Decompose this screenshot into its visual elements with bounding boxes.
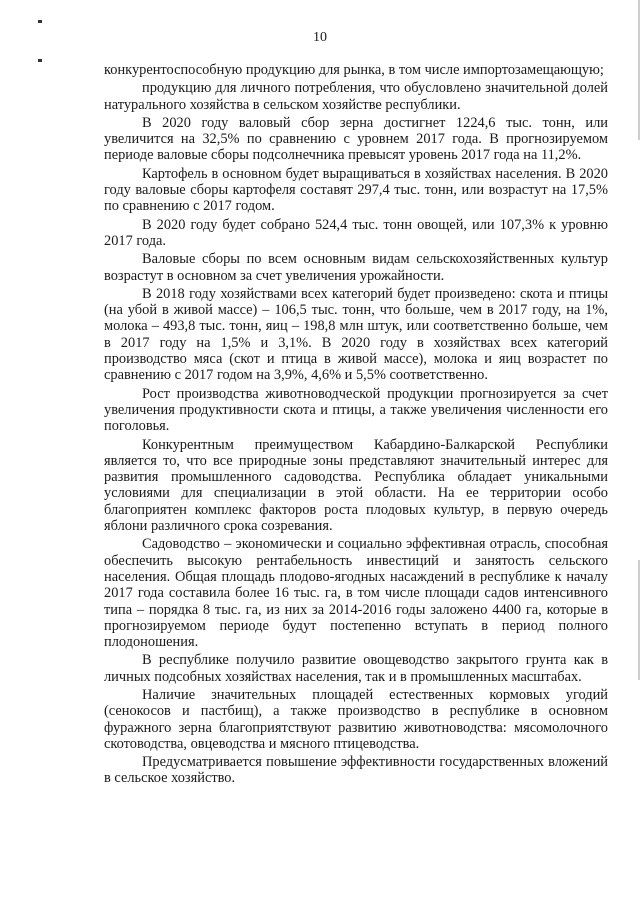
paragraph-13: Предусматривается повышение эффективности государственных вложений в сельское хозяйство. <box>104 754 608 787</box>
page-number: 10 <box>313 30 327 45</box>
paragraph-11: В республике получило развитие овощеводство закрытого грунта как в личных подсобных хозяйствах населения, так и в промышленных масштабах. <box>104 652 608 685</box>
paragraph-12: Наличие значительных площадей естественных кормовых угодий (сенокосов и пастбищ), а также производство в республике в основном фуражного зерна благоприятствуют развитию животноводства: мясомолочного скотоводства, овцеводства и мясного птицеводства. <box>104 686 608 752</box>
paragraph-8: Рост производства животноводческой продукции прогнозируется за счет увеличения продуктивности скота и птицы, а также увеличения численности его поголовья. <box>104 385 608 435</box>
paragraph-2: продукцию для личного потребления, что обусловлено значительной долей натурального хозяйства в сельском хозяйстве республики. <box>104 80 608 113</box>
paragraph-1: конкурентоспособную продукцию для рынка, в том числе импортозамещающую; <box>104 62 604 78</box>
paragraph-4: Картофель в основном будет выращиваться в хозяйствах населения. В 2020 году валовые сборы картофеля составят 297,4 тыс. тонн, или возрастут на 17,5% по сравнению с 2017 годом. <box>104 165 608 215</box>
scan-mark-side <box>38 59 42 62</box>
paragraph-9: Конкурентным преимуществом Кабардино-Балкарской Республики является то, что все природные зоны представляют значительный интерес для развития промышленного садоводства. Республика обладает уникальными условиями для специализации в этой области. На ее территории особо благоприятен комплекс факторов роста плодовых культур, в первую очередь яблони различного срока созревания. <box>104 436 608 535</box>
document-body <box>104 62 608 789</box>
scan-mark-top <box>38 20 42 23</box>
paragraph-10: Садоводство – экономически и социально эффективная отрасль, способная обеспечить высокую рентабельность инвестиций и занятость сельского населения. Общая площадь плодово-ягодных насаждений в республике к началу 2017 года составила более 16 тыс. га, в том числе площади садов интенсивного типа – порядка 8 тыс. га, из них за 2014-2016 годы заложено 4400 га, которые в прогнозируемом периоде будут постепенно вступать в период полного плодоношения. <box>104 536 608 651</box>
paragraph-5: В 2020 году будет собрано 524,4 тыс. тонн овощей, или 107,3% к уровню 2017 года. <box>104 216 608 249</box>
paragraph-3: В 2020 году валовый сбор зерна достигнет 1224,6 тыс. тонн, или увеличится на 32,5% по сравнению с уровнем 2017 года. В прогнозируемом периоде валовые сборы подсолнечника превысят уровень 2017 года на 11,2%. <box>104 114 608 164</box>
paragraph-7: В 2018 году хозяйствами всех категорий будет произведено: скота и птицы (на убой в живой массе) – 106,5 тыс. тонн, что больше, чем в 2017 году, на 1%, молока – 493,8 тыс. тонн, яиц – 198,8 млн штук, или соответственно больше, чем в 2017 году на 1,5% и 3,1%. В 2020 году в хозяйствах всех категорий производство мяса (скот и птица в живой массе), молока и яиц возрастет по сравнению с 2017 годом на 3,9%, 4,6% и 5,5% соответственно. <box>104 285 608 384</box>
paragraph-6: Валовые сборы по всем основным видам сельскохозяйственных культур возрастут в основном за счет увеличения урожайности. <box>104 251 608 284</box>
